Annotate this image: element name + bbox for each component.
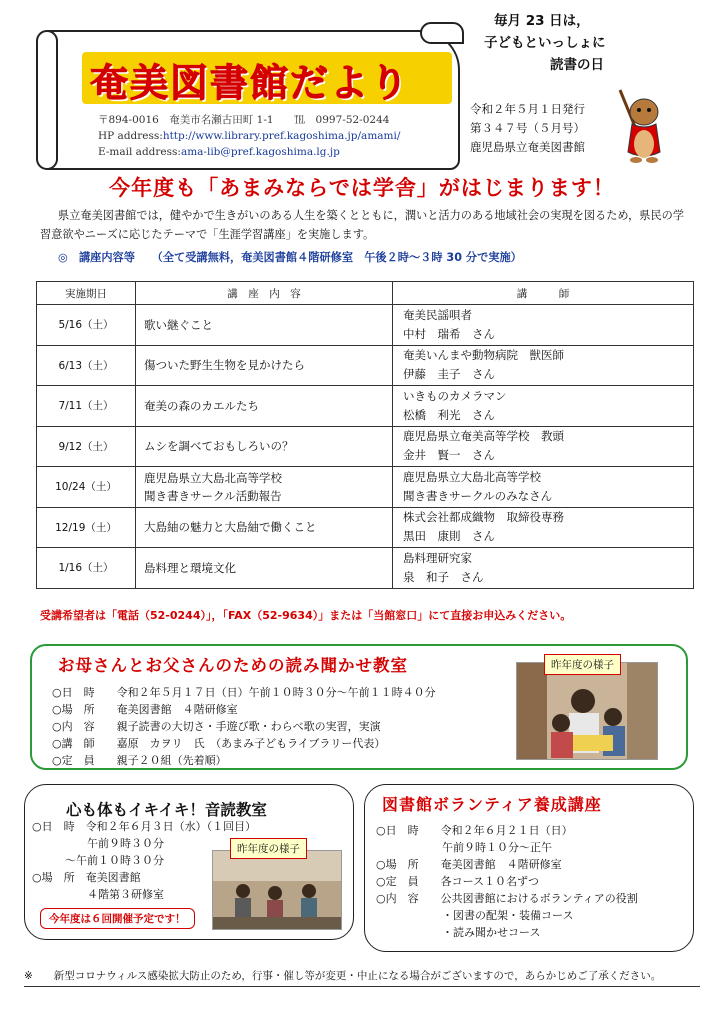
table-row	[37, 426, 694, 467]
hp-link[interactable]: http://www.library.pref.kagoshima.jp/amami/	[162, 130, 401, 142]
table-row	[37, 507, 694, 548]
list-item: 午前９時３０分	[32, 837, 164, 850]
list-item: ○内 容 親子読書の大切さ・手遊び歌・わらべ歌の実習，実演	[52, 720, 381, 733]
lecture-intro: 県立奄美図書館では，健やかで生きがいのある人生を築くとともに，潤いと活力のある地域社会の実現を図るため，県民の学習意欲やニーズに応じたテーマで「生涯学習講座」を実施します。	[40, 209, 685, 241]
contact-block	[98, 112, 400, 160]
publisher: 鹿児島県立奄美図書館	[470, 140, 585, 154]
lecturer: 鹿児島県立大島北高等学校 聞き書きサークルのみなさん	[393, 467, 694, 508]
reading-day-motto: 毎月 23 日は， 子どもといっしょに 読書の日	[484, 13, 606, 73]
lecture-date: 7/11（土）	[37, 386, 136, 427]
list-item: ○日 時 令和２年５月１７日（日）午前１０時３０分～午前１１時４０分	[52, 686, 436, 699]
reading-photo-label: 昨年度の様子	[544, 654, 621, 675]
lecturer: いきものカメラマン 松橋 利光 さん	[393, 386, 694, 427]
footer-notice: ※ 新型コロナウィルス感染拡大防止のため，行事・催し等が変更・中止になる場合がございますので，あらかじめご了承ください。	[24, 970, 662, 982]
list-item: ○場 所 奄美図書館 ４階研修室	[52, 703, 238, 716]
list-item: ○定 員 各コース１０名ずつ	[376, 875, 540, 888]
recital-photo-label: 昨年度の様子	[230, 838, 307, 859]
reading-class-title: お母さんとお父さんのための読み聞かせ教室	[58, 656, 408, 675]
lecture-topic: 島料理と環境文化	[136, 548, 393, 589]
lecture-topic: 傷ついた野生生物を見かけたら	[136, 345, 393, 386]
lecturer: 奄美いんまや動物病院 獣医師 伊藤 圭子 さん	[393, 345, 694, 386]
list-item: ○日 時 令和２年６月２１日（日）	[376, 824, 573, 837]
lecture-topic: 歌い継ぐこと	[136, 305, 393, 346]
lecture-date: 1/16（土）	[37, 548, 136, 589]
list-item: 午前９時１０分～正午	[376, 841, 552, 854]
column-header-date: 実施期日	[37, 282, 136, 305]
table-row	[37, 386, 694, 427]
lecture-headline: 今年度も「あまみならでは学舎」がはじまります！	[109, 176, 615, 200]
lecturer: 奄美民謡唄者 中村 瑞希 さん	[393, 305, 694, 346]
lecture-table	[36, 281, 694, 589]
lecture-topic: ムシを調べておもしろいの？	[136, 426, 393, 467]
column-header-lecturer: 講 師	[393, 282, 694, 305]
table-row	[37, 548, 694, 589]
list-item: ○定 員 親子２０組（先着順）	[52, 754, 227, 767]
list-item: ・読み聞かせコース	[376, 926, 541, 939]
footer-divider	[24, 986, 700, 987]
lecture-topic: 鹿児島県立大島北高等学校 聞き書きサークル活動報告	[136, 467, 393, 508]
email-row: E-mail address:ama-lib@pref.kagoshima.lg.jp	[98, 146, 340, 158]
lecture-date: 10/24（土）	[37, 467, 136, 508]
list-item: ～午前１０時３０分	[32, 854, 164, 867]
scroll-curl-left	[36, 30, 58, 170]
issue-date: 令和２年５月１日発行	[470, 102, 585, 116]
list-item: ○日 時 令和２年６月３日（水）（１回目）	[32, 820, 257, 833]
table-row	[37, 467, 694, 508]
table-row	[37, 305, 694, 346]
photo-illustration-icon	[517, 663, 658, 760]
volunteer-course-details	[376, 822, 638, 941]
email-link[interactable]: ama-lib@pref.kagoshima.lg.jp	[180, 146, 340, 158]
list-item: ○場 所 奄美図書館 ４階研修室	[376, 858, 562, 871]
lecture-date: 9/12（土）	[37, 426, 136, 467]
list-item: ○内 容 公共図書館におけるボランティアの役割	[376, 892, 638, 905]
column-header-topic: 講 座 内 容	[136, 282, 393, 305]
mascot-icon	[612, 84, 670, 164]
recital-class-title: 心も体もイキイキ！音読教室	[66, 801, 267, 819]
hp-address-row: HP address:http://www.library.pref.kagoshima.jp/amami/	[98, 130, 401, 142]
lecturer: 鹿児島県立奄美高等学校 教頭 金井 賢一 さん	[393, 426, 694, 467]
table-header-row	[37, 282, 694, 305]
volunteer-course-title: 図書館ボランティア養成講座	[382, 795, 602, 814]
scroll-curl-top	[420, 22, 464, 44]
recital-class-photo	[212, 850, 342, 930]
application-note: 受講希望者は「電話（52-0244）」，「FAX（52-9634）」または「当館窓口」にて直接お申込みください。	[40, 609, 572, 622]
lecture-date: 12/19（土）	[37, 507, 136, 548]
recital-sessions-note: 今年度は６回開催予定です！	[40, 908, 195, 929]
list-item: ・図書の配架・装備コース	[376, 909, 574, 922]
issue-number: 第３４７号（５月号）	[470, 121, 585, 135]
list-item: ○講 師 嘉原 カヲリ 氏 （あまみ子どもライブラリー代表）	[52, 737, 386, 750]
publication-info	[470, 100, 585, 157]
reading-class-photo	[516, 662, 658, 760]
lecture-date: 6/13（土）	[37, 345, 136, 386]
lecture-topic: 奄美の森のカエルたち	[136, 386, 393, 427]
lecturer: 株式会社都成織物 取締役専務 黒田 康則 さん	[393, 507, 694, 548]
photo-illustration-icon	[213, 851, 342, 930]
postal-address: 〒894-0016 奄美市名瀬古田町 1-1 ℡ 0997-52-0244	[98, 114, 390, 126]
course-info: ◎ 講座内容等 （全て受講無料，奄美図書館４階研修室 午後２時～３時 30 分で実施）	[58, 251, 522, 264]
table-row	[37, 345, 694, 386]
reading-class-details	[52, 684, 436, 769]
list-item: ○場 所 奄美図書館	[32, 871, 141, 884]
lecturer: 島料理研究家 泉 和子 さん	[393, 548, 694, 589]
lecture-date: 5/16（土）	[37, 305, 136, 346]
lecture-topic: 大島紬の魅力と大島紬で働くこと	[136, 507, 393, 548]
newsletter-title: 奄美図書館だより	[90, 61, 411, 105]
list-item: ４階第３研修室	[32, 888, 164, 901]
